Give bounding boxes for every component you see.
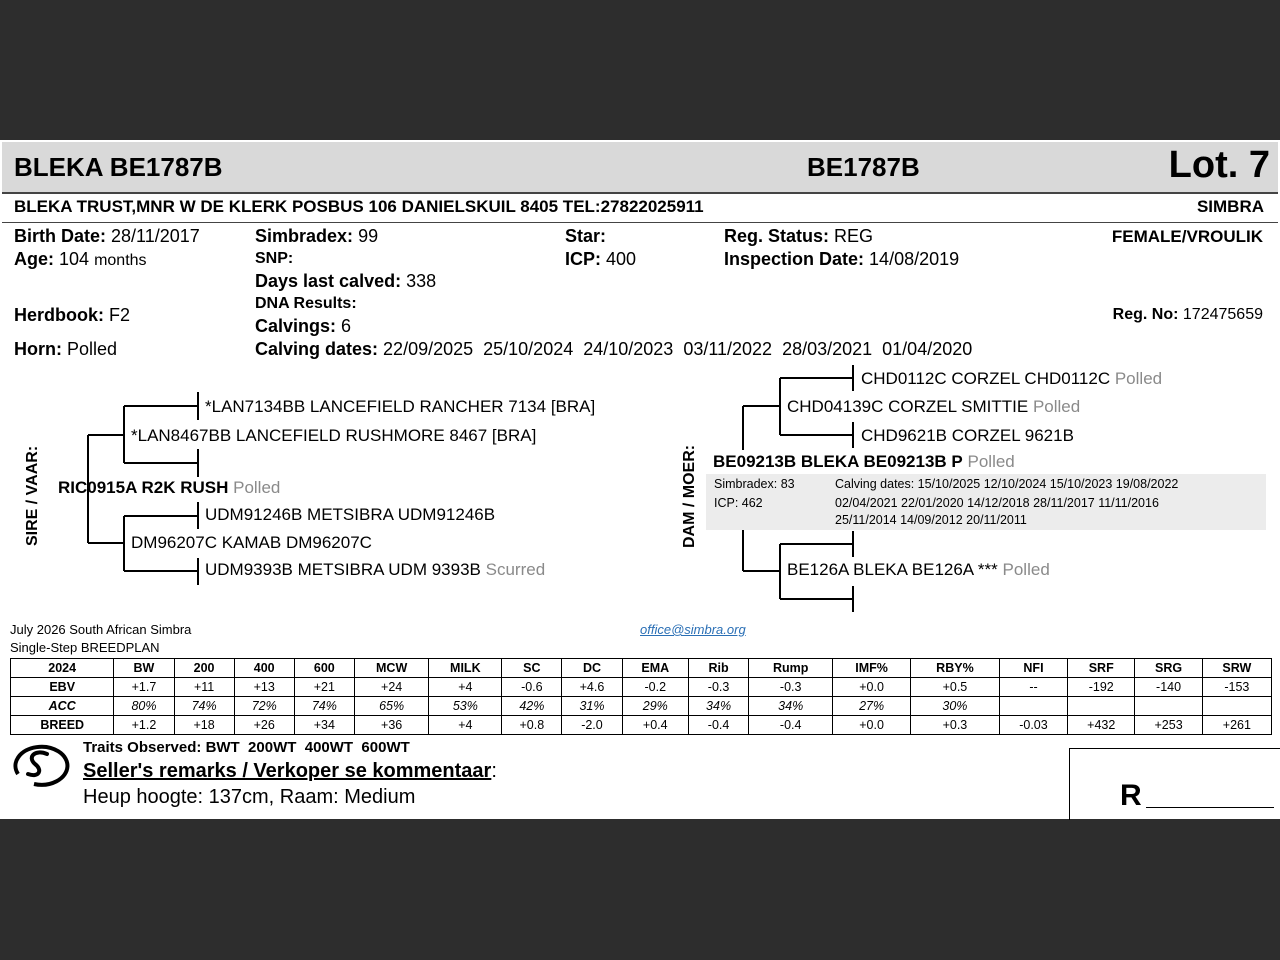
ebv-row-label: EBV <box>11 678 114 697</box>
ebv-cell: -0.3 <box>749 678 833 697</box>
simbra-logo-icon <box>10 740 72 790</box>
lot-number: Lot. 7 <box>1168 144 1270 186</box>
calvings: Calvings: 6 <box>255 316 352 336</box>
ebv-row <box>11 678 1272 697</box>
ebv-header-cell: RBY% <box>910 659 999 678</box>
dam-sire: CHD04139C CORZEL SMITTIE Polled <box>787 397 1081 416</box>
ebv-cell: -0.4 <box>749 716 833 735</box>
breed-name: SIMBRA <box>1196 197 1264 216</box>
dam-sire-dam: CHD9621B CORZEL 9621B <box>861 426 1074 445</box>
ebv-header-cell: 200 <box>174 659 234 678</box>
ebv-header-cell: MCW <box>354 659 428 678</box>
ebv-header-row <box>11 659 1272 678</box>
seller-remarks: Heup hoogte: 137cm, Raam: Medium <box>83 786 416 808</box>
ebv-cell: -0.6 <box>502 678 562 697</box>
ebv-header-cell: MILK <box>429 659 502 678</box>
ebv-cell: 53% <box>429 697 502 716</box>
age: Age: 104 months <box>14 249 147 269</box>
star: Star: <box>565 226 607 246</box>
ebv-header-cell: BW <box>114 659 174 678</box>
ebv-header-cell: 400 <box>234 659 294 678</box>
dam-performance-box <box>706 474 1266 530</box>
ebv-header-cell: Rump <box>749 659 833 678</box>
ebv-cell: +34 <box>294 716 354 735</box>
horn: Horn: Polled <box>14 339 118 359</box>
ebv-row-label: ACC <box>11 697 114 716</box>
ebv-cell: 42% <box>502 697 562 716</box>
ebv-cell: +11 <box>174 678 234 697</box>
ebv-cell: -0.2 <box>622 678 688 697</box>
ebv-row <box>11 716 1272 735</box>
dam-simbradex: Simbradex: 83 <box>714 477 795 491</box>
ebv-row <box>11 697 1272 716</box>
sire-dam-dam: UDM9393B METSIBRA UDM 9393B Scurred <box>205 560 546 579</box>
ebv-header-cell: EMA <box>622 659 688 678</box>
ebv-cell: +36 <box>354 716 428 735</box>
ebv-table <box>10 658 1272 735</box>
ebv-cell: +1.2 <box>114 716 174 735</box>
price-box[interactable] <box>1069 748 1280 820</box>
ebv-cell: -192 <box>1068 678 1135 697</box>
ebv-header-cell: 2024 <box>11 659 114 678</box>
seller-remarks-heading: Seller's remarks / Verkoper se kommentaar: <box>83 760 497 782</box>
ebv-cell: +18 <box>174 716 234 735</box>
sire-sire: *LAN8467BB LANCEFIELD RUSHMORE 8467 [BRA] <box>131 426 537 445</box>
ebv-header-cell: Rib <box>689 659 749 678</box>
ebv-cell: 27% <box>833 697 911 716</box>
dam-sire-sire: CHD0112C CORZEL CHD0112C Polled <box>861 369 1163 388</box>
ebv-cell: +0.0 <box>833 678 911 697</box>
ebv-cell: 74% <box>294 697 354 716</box>
owner-details: BLEKA TRUST,MNR W DE KLERK POSBUS 106 DANIELSKUIL 8405 TEL:27822025911 <box>14 197 704 216</box>
icp: ICP: 400 <box>565 249 637 269</box>
birth-date: Birth Date: 28/11/2017 <box>14 226 200 246</box>
price-currency: R <box>1120 779 1142 812</box>
ebv-cell <box>1068 697 1135 716</box>
breedplan-title: July 2026 South African Simbra <box>10 622 192 637</box>
ebv-cell: 65% <box>354 697 428 716</box>
ebv-cell: +1.7 <box>114 678 174 697</box>
ebv-cell: +0.3 <box>910 716 999 735</box>
ebv-header-cell: IMF% <box>833 659 911 678</box>
ebv-header-cell: 600 <box>294 659 354 678</box>
sex: FEMALE/VROULIK <box>1111 227 1263 246</box>
sire: RIC0915A R2K RUSH Polled <box>58 478 281 497</box>
ebv-cell: -- <box>999 678 1067 697</box>
ebv-cell: +0.4 <box>622 716 688 735</box>
ebv-cell: -140 <box>1135 678 1202 697</box>
dam-dam: BE126A BLEKA BE126A *** Polled <box>787 560 1050 579</box>
sire-dam-sire: UDM91246B METSIBRA UDM91246B <box>205 505 496 524</box>
reg-status: Reg. Status: REG <box>724 226 874 246</box>
inspection-date: Inspection Date: 14/08/2019 <box>724 249 960 269</box>
ebv-cell: +26 <box>234 716 294 735</box>
ebv-cell: +432 <box>1068 716 1135 735</box>
ebv-header-cell: SRG <box>1135 659 1202 678</box>
dna-results: DNA Results: <box>255 295 357 312</box>
traits-observed: Traits Observed: BWT 200WT 400WT 600WT <box>83 739 410 756</box>
dam-label: DAM / MOER: <box>681 444 698 548</box>
ebv-cell: +13 <box>234 678 294 697</box>
ebv-header-cell: NFI <box>999 659 1067 678</box>
ebv-header-cell: SC <box>502 659 562 678</box>
ebv-cell: +4 <box>429 678 502 697</box>
ebv-cell: 34% <box>689 697 749 716</box>
ebv-cell: +24 <box>354 678 428 697</box>
animal-id: BE1787B <box>807 152 920 182</box>
calving-dates: Calving dates: 22/09/2025 25/10/2024 24/10/2023 03/11/2022 28/03/2021 01/04/2020 <box>255 339 973 359</box>
ebv-cell: +261 <box>1202 716 1271 735</box>
ebv-cell: -2.0 <box>562 716 622 735</box>
ebv-cell: 29% <box>622 697 688 716</box>
sire-label: SIRE / VAAR: <box>24 445 41 546</box>
ebv-cell: -153 <box>1202 678 1271 697</box>
simbradex: Simbradex: 99 <box>255 226 379 246</box>
office-email-link[interactable]: office@simbra.org <box>640 622 746 637</box>
ebv-cell: -0.03 <box>999 716 1067 735</box>
lot-card <box>0 140 1280 819</box>
sire-dam: DM96207C KAMAB DM96207C <box>131 533 372 552</box>
ebv-cell: +0.5 <box>910 678 999 697</box>
dam-calving-dates-2: 02/04/2021 22/01/2020 14/12/2018 28/11/2017 11/11/2016 <box>835 496 1159 510</box>
price-line <box>1146 807 1274 808</box>
animal-name: BLEKA BE1787B <box>14 152 223 182</box>
ebv-cell: 34% <box>749 697 833 716</box>
dam-icp: ICP: 462 <box>714 496 763 510</box>
dam-calving-dates-3: 25/11/2014 14/09/2012 20/11/2011 <box>835 513 1027 527</box>
ebv-header-cell: DC <box>562 659 622 678</box>
days-last-calved: Days last calved: 338 <box>255 271 437 291</box>
ebv-header-cell: SRW <box>1202 659 1271 678</box>
ebv-header-cell: SRF <box>1068 659 1135 678</box>
ebv-cell: +4 <box>429 716 502 735</box>
ebv-cell <box>1135 697 1202 716</box>
ebv-row-label: BREED <box>11 716 114 735</box>
herdbook: Herdbook: F2 <box>14 305 131 325</box>
ebv-cell: +0.8 <box>502 716 562 735</box>
snp: SNP: <box>255 250 294 267</box>
ebv-cell: 72% <box>234 697 294 716</box>
breedplan-subtitle: Single-Step BREEDPLAN <box>10 640 160 655</box>
ebv-cell: +0.0 <box>833 716 911 735</box>
ebv-cell <box>999 697 1067 716</box>
ebv-cell: +253 <box>1135 716 1202 735</box>
ebv-cell: 74% <box>174 697 234 716</box>
ebv-cell: 31% <box>562 697 622 716</box>
ebv-cell: 80% <box>114 697 174 716</box>
reg-number: Reg. No: 172475659 <box>1112 306 1263 323</box>
ebv-cell: -0.4 <box>689 716 749 735</box>
ebv-cell: +21 <box>294 678 354 697</box>
dam-calving-dates-1: Calving dates: 15/10/2025 12/10/2024 15/10/2023 19/08/2022 <box>835 477 1179 491</box>
ebv-cell: -0.3 <box>689 678 749 697</box>
dam: BE09213B BLEKA BE09213B P Polled <box>713 452 1015 471</box>
ebv-cell: +4.6 <box>562 678 622 697</box>
sire-sire-sire: *LAN7134BB LANCEFIELD RANCHER 7134 [BRA] <box>205 397 596 416</box>
ebv-cell <box>1202 697 1271 716</box>
ebv-cell: 30% <box>910 697 999 716</box>
